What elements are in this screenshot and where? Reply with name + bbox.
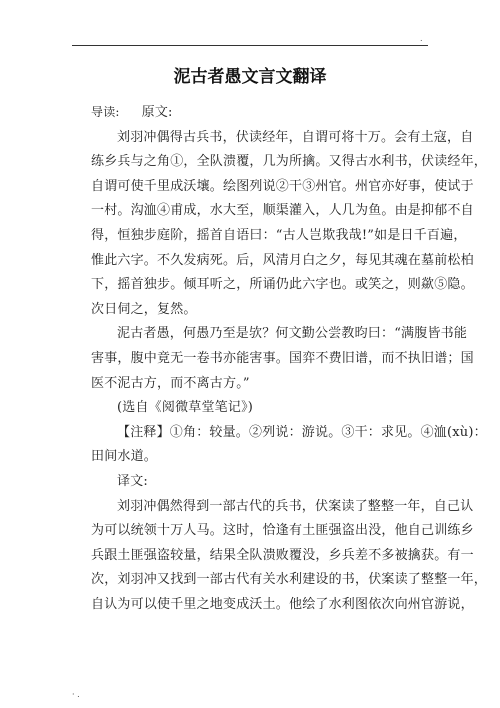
text-line: 为可以统领十万人马。这时，恰逢有土匪强盗出没，他自己训练乡 — [91, 523, 474, 539]
notes-line: 田间水道。 — [91, 449, 158, 465]
text-line: 自认为可以使千里之地变成沃土。他绘了水利图依次向州官游说， — [91, 596, 474, 612]
text-line: 一村。沟洫④甫成，水大至，顺渠灌入，人几为鱼。由是抑郁不自 — [91, 203, 474, 219]
translation-paragraph — [91, 495, 488, 618]
page-title: 泥古者愚文言文翻译 — [173, 67, 327, 87]
text-line: 练乡兵与之角①，全队溃覆，几为所擒。又得古水利书，伏读经年， — [91, 154, 488, 170]
text-line: 次，刘羽冲又找到一部古代有关水利建设的书，伏案读了整整一年， — [91, 572, 488, 588]
text-line: 刘羽冲偶然得到一部古代的兵书，伏案读了整整一年，自己认 — [117, 498, 474, 514]
text-line: 自谓可使千里成沃壤。绘图列说②干③州官。州官亦好事，使试于 — [91, 178, 474, 194]
text-line: 次日伺之，复然。 — [91, 301, 197, 317]
header-rule — [72, 45, 428, 46]
source-citation: (选自《阅微草堂笔记》) — [117, 400, 254, 416]
document-body — [91, 100, 488, 617]
text-line: 泥古者愚，何愚乃至是欤？何文勤公尝教昀曰：“满腹皆书能 — [117, 326, 468, 342]
text-line: 得，恒独步庭阶，摇首自语曰：“古人岂欺我哉!”如是日千百遍， — [91, 227, 467, 243]
text-line: 惟此六字。不久发病死。后，风清月白之夕，每见其魂在墓前松柏 — [91, 252, 474, 268]
notes-line: 【注释】①角：较量。②列说：游说。③干：求见。④洫(xù)： — [117, 424, 487, 440]
text-line: 兵跟土匪强盗较量，结果全队溃败覆没，乡兵差不多被擒获。有一 — [91, 547, 474, 563]
text-line: 下，摇首独步。倾耳听之，所诵仍此六字也。或笑之，则歘⑤隐。 — [91, 277, 474, 293]
text-line: 医不泥古方，而不离古方。” — [91, 375, 250, 391]
guide-label: 导读: — [91, 105, 120, 119]
header-dot: . — [420, 34, 423, 43]
translation-label: 译文: — [117, 473, 148, 489]
original-label: 原文: — [141, 105, 173, 120]
text-line: 刘羽冲偶得古兵书，伏读经年，自谓可将十万。会有土寇，自 — [117, 129, 474, 145]
footer-dots: · . — [72, 690, 80, 699]
original-paragraph-2 — [91, 322, 474, 396]
notes-section — [91, 421, 487, 470]
original-paragraph-1 — [91, 126, 488, 323]
guide-line — [91, 100, 431, 126]
text-line: 害事，腹中竟无一卷书亦能害事。国弈不费旧谱，而不执旧谱；国 — [91, 350, 474, 366]
